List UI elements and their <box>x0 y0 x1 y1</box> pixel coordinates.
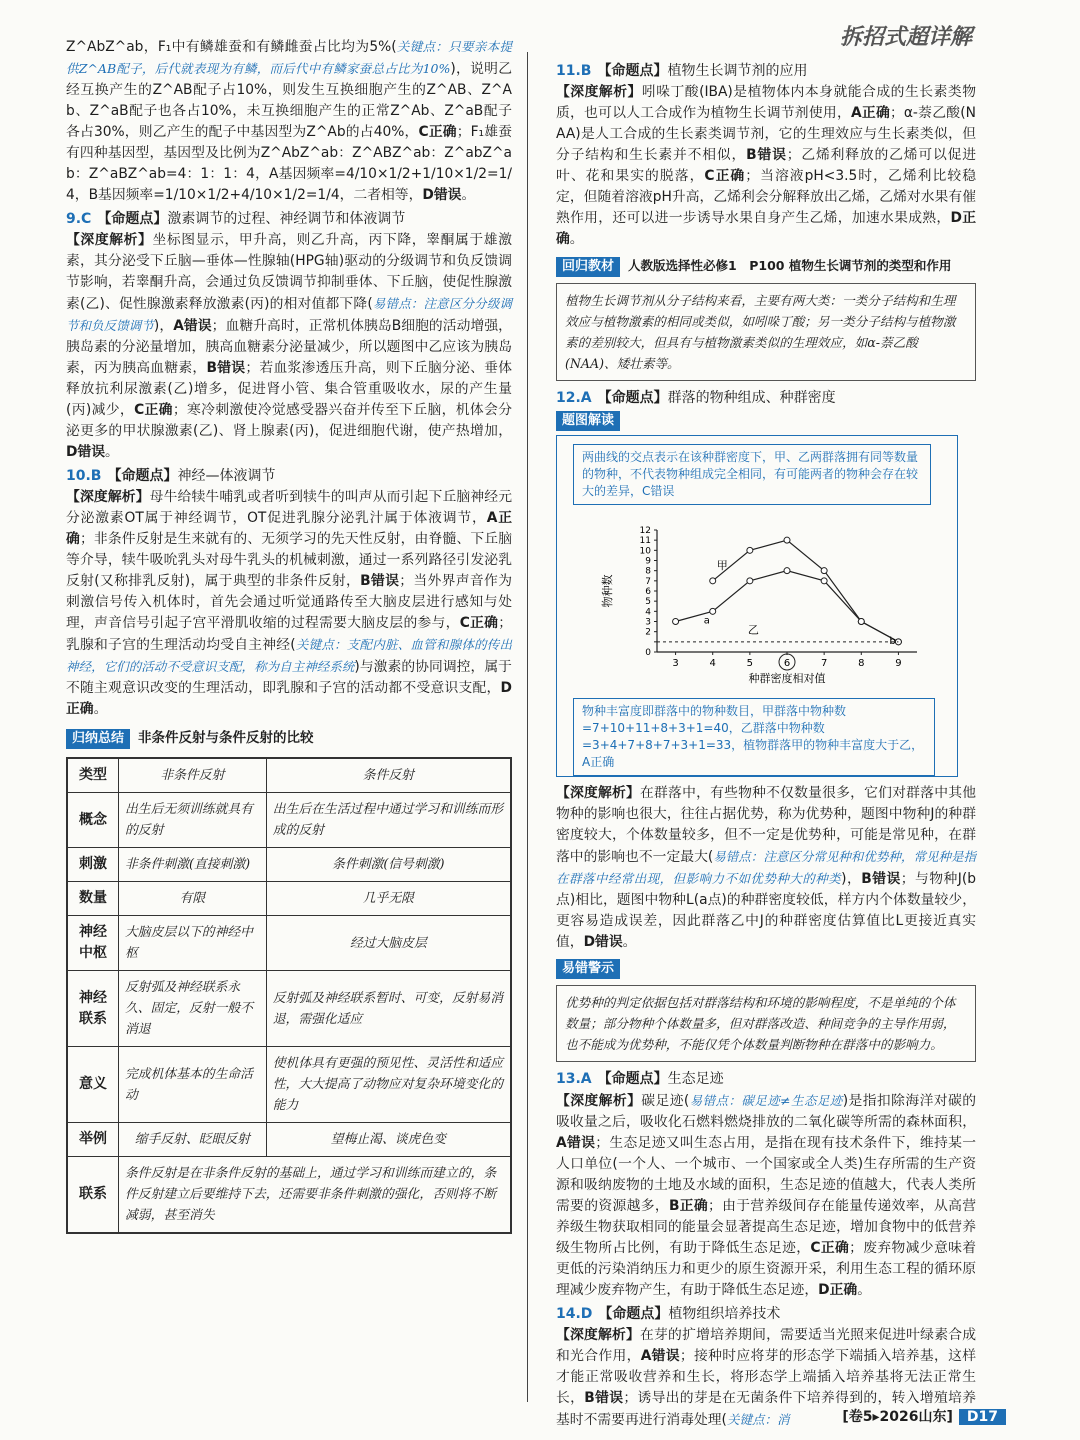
verdict: C正确 <box>810 1240 850 1256</box>
x-tick-label: 4 <box>709 658 716 669</box>
y-tick-label: 12 <box>639 526 651 536</box>
topic: 植物生长调节剂的应用 <box>667 63 808 79</box>
table-cell: 有限 <box>119 882 267 916</box>
q12-header <box>556 387 976 409</box>
table-cell: 非条件刺激(直接刺激) <box>119 848 267 882</box>
key-note: 易错点：注意区分常见种和优势种，常见种是指在群落中经常出现，但影响力不如优势种大的种类 <box>556 849 976 886</box>
table-cell: 出生后在生活过程中通过学习和训练而形成的反射 <box>266 793 511 848</box>
text: ；若血浆渗透压升高，则下丘脑分泌、垂体释放抗利尿激素(乙)增多，促进肾小管、集合管重吸收水，尿的产生量(丙)减少， <box>66 360 513 418</box>
text: 在芽的扩增培养期间，需要适当光照来促进叶绿素合成和光合作用， <box>556 1327 977 1364</box>
key-note: 关键点：只要亲本提供Z^AB配子，后代就表现为有鳞，而后代中有鳞家蚕总占比为10% <box>66 39 512 76</box>
x-axis-label: 种群密度相对值 <box>748 672 826 684</box>
verdict: D正确 <box>66 680 512 717</box>
table-cell: 反射弧及神经联系暂时、可变，反射易消退，需强化适应 <box>266 971 511 1047</box>
verdict: A错误 <box>556 1135 596 1151</box>
left-column <box>66 36 512 1234</box>
table-row <box>67 1047 511 1123</box>
figure-panel <box>556 435 958 777</box>
table-row <box>67 758 511 793</box>
text: Z^AbZ^ab，F₁中有鳞雄蚕和有鳞雌蚕占比均为5%( <box>66 39 397 55</box>
point-label: b <box>889 635 896 647</box>
row-header: 神经联系 <box>67 971 119 1047</box>
tag: 【深度解析】 <box>66 489 150 505</box>
verdict: C正确 <box>459 615 499 631</box>
summary-header <box>66 726 512 749</box>
x-tick-label: 9 <box>895 658 902 669</box>
text: 吲哚丁酸(IBA)是植物体内本身就能合成的生长素类物质，也可以人工合成作为植物生长调节剂使用， <box>556 84 976 121</box>
verdict: C正确 <box>418 124 457 140</box>
data-point <box>747 578 753 584</box>
row-header: 联系 <box>67 1157 119 1234</box>
question-number: 9.C <box>66 211 92 227</box>
table-cell: 大脑皮层以下的神经中枢 <box>119 916 267 971</box>
q11-header <box>556 60 976 82</box>
text: )， <box>841 871 862 887</box>
tag: 【深度解析】 <box>556 84 642 100</box>
row-header: 概念 <box>67 793 119 848</box>
y-tick-label: 4 <box>645 607 651 618</box>
table-cell: 经过大脑皮层 <box>266 916 511 971</box>
topic: 群落的物种组成、种群密度 <box>667 390 836 406</box>
table-row <box>67 882 511 916</box>
tag: 【命题点】 <box>597 1071 668 1087</box>
text: ；接种时应将芽的形态学下端插入培养基，这样才能正常吸收营养和生长，将形态学上端插入培养基将无法正常生长， <box>556 1348 977 1406</box>
row-header: 意义 <box>67 1047 119 1123</box>
text: ；α-萘乙酸(NAA)是人工合成的生长素类调节剂，它的生理效应与生长素类似，但分子结构和生长素并不相似， <box>556 105 976 163</box>
tag: 【命题点】 <box>97 211 168 227</box>
question-number: 11.B <box>556 63 592 79</box>
question-number: 12.A <box>556 390 592 406</box>
row-header: 举例 <box>67 1123 119 1157</box>
x-tick-label: 5 <box>746 658 754 669</box>
topic: 生态足迹 <box>667 1071 724 1087</box>
textbook-header <box>556 256 976 277</box>
text: 碳足迹( <box>641 1093 690 1109</box>
table-cell: 完成机体基本的生命活动 <box>119 1047 267 1123</box>
textbook-title: 人教版选择性必修1 P100 植物生长调节剂的类型和作用 <box>628 258 952 273</box>
verdict: D错误 <box>66 444 106 460</box>
y-tick-label: 7 <box>645 576 651 587</box>
table-cell: 反射弧及神经联系永久、固定，反射一般不消退 <box>119 971 267 1047</box>
data-point <box>784 568 790 574</box>
q9-header <box>66 208 512 230</box>
brand-title: 拆招式超详解 <box>839 24 972 50</box>
q12-analysis: 【深度解析】在群落中，有些物种不仅数量很多，它们对群落中其他物种的影响也很大，往往占据优势，称为优势种，题图中物种J的种群密度较大，个体数量较多，但不一定是优势种，可能是常见种，在群落中的影响也不一定最大(易错点：注意区分常见种和优势种，常见种是指在群落中经常出现，但影响力不如优势种大的种类)，B错误；与物种J(b点)相比，题图中物种L(a点)的种群密度较低，样方内个体数量较少，更容易造成误差，因此群落乙中J的种群密度估算值比L更接近真实值，D错误。 <box>556 785 977 950</box>
verdict: D正确 <box>556 210 977 247</box>
verdict: B正确 <box>668 1198 709 1214</box>
topic: 激素调节的过程、神经调节和体液调节 <box>167 211 406 227</box>
x-tick-label: 8 <box>858 658 865 669</box>
data-point <box>673 619 679 625</box>
text: ；非条件反射是生来就有的、无须学习的先天性反射，由脊髓、下丘脑等介导，犊牛吸吮乳头对母牛乳头的机械刺激，通过一系列路径引发泌乳反射(又称排乳反射)，属于典型的非条件反射， <box>66 531 513 589</box>
text: ；诱导出的芽是在无菌条件下培养得到的，转入增殖培养基时不需要再进行消毒处理( <box>556 1390 976 1428</box>
text: ；寒冷刺激使冷觉感受器兴奋并传至下丘脑，机体会分泌更多的甲状腺激素(乙)、肾上腺素(丙)，促进细胞代谢，使产热增加， <box>66 402 513 439</box>
text: ；当溶液pH<3.5时，乙烯利比较稳定，但随着溶液pH升高，乙烯利会分解释放出乙烯，乙烯对水果有催熟作用，还可以进一步诱导水果自身产生乙烯，加速水果成熟， <box>556 168 976 226</box>
key-note: 关键点：支配内脏、血管和腺体的传出神经，它们的活动不受意识支配，称为自主神经系统 <box>66 637 512 674</box>
table-cell: 条件刺激(信号刺激) <box>266 848 511 882</box>
data-point <box>747 547 753 553</box>
y-tick-label: 10 <box>639 546 651 557</box>
q8-continued: Z^AbZ^ab，F₁中有鳞雄蚕和有鳞雌蚕占比均为5%(关键点：只要亲本提供Z^AB配子，后代就表现为有鳞，而后代中有鳞家蚕总占比为10%)，说明乙经互换产生的Z^AB配子占10%，则发生互换细胞产生的Z^AB、Z^Ab、Z^aB配子也各占10%，未互换细胞产生的正常Z^Ab、Z^aB配子各占30%，则乙产生的配子中基因型为Z^Ab的占40%，C正确；F₁雄蚕有四种基因型，基因型及比例为Z^AbZ^ab：Z^ABZ^ab：Z^abZ^ab：Z^aBZ^ab=4：1：1：4，A基因频率=4/10×1/2+1/10×1/2=1/4，B基因频率=1/10×1/2+4/10×1/2=1/4，二者相等，D错误。 <box>66 39 512 203</box>
table-cell: 缩手反射、眨眼反射 <box>119 1123 267 1157</box>
table-row <box>67 916 511 971</box>
data-point <box>784 537 790 543</box>
verdict: C正确 <box>134 402 173 418</box>
table-cell: 条件反射是在非条件反射的基础上，通过学习和训练而建立的，条件反射建立后要维持下去，还需要非条件刺激的强化，否则将不断减弱，甚至消失 <box>119 1157 512 1234</box>
text: ；与物种J(b点)相比，题图中物种L(a点)的种群密度较低，样方内个体数量较少，更容易造成误差，因此群落乙中J的种群密度估算值比L更接近真实值， <box>556 871 976 950</box>
textbook-box: 植物生长调节剂从分子结构来看，主要有两大类：一类分子结构和生理效应与植物激素的相同或类似，如吲哚丁酸；另一类分子结构与植物激素的差别较大，但具有与植物激素类似的生理效应，如α-萘乙酸(NAA)、矮壮素等。 <box>556 283 976 381</box>
verdict: D错误 <box>583 934 623 950</box>
table-header-cell: 条件反射 <box>266 758 511 793</box>
q10-header <box>66 465 512 487</box>
column-divider <box>527 52 528 1402</box>
verdict: B错误 <box>861 871 901 887</box>
figure-note-top: 两曲线的交点表示在该种群密度下，甲、乙两群落拥有同等数量的物种，不代表物种组成完全相同，有可能两者的物种会存在较大的差异，C错误 <box>573 444 931 505</box>
text: )， <box>153 318 174 334</box>
text: 在群落中，有些物种不仅数量很多，它们对群落中其他物种的影响也很大，往往占据优势，称为优势种，题图中物种J的种群密度较大，个体数量较多，但不一定是优势种，可能是常见种，在群落中的影响也不一定最大( <box>556 785 977 865</box>
text: ；由于营养级间存在能量传递效率，从高营养级生物获取相同的能量会显著提高生态足迹，增加食物中的低营养级生物所占比例，有助于降低生态足迹， <box>556 1198 976 1256</box>
text: ；当外界声音作为刺激信号传入机体时，首先会通过听觉通路传至大脑皮层进行感知与处理，声音信号引起子宫平滑肌收缩的过程需要大脑皮层的参与， <box>66 573 512 631</box>
question-number: 13.A <box>556 1071 592 1087</box>
table-row <box>67 793 511 848</box>
right-column <box>556 58 976 1431</box>
tag: 【命题点】 <box>598 1306 669 1322</box>
y-axis-label: 物种数 <box>601 574 614 608</box>
warning-label: 易错警示 <box>556 959 620 979</box>
q11-analysis: 【深度解析】吲哚丁酸(IBA)是植物体内本身就能合成的生长素类物质，也可以人工合成作为植物生长调节剂使用，A正确；α-萘乙酸(NAA)是人工合成的生长素类调节剂，它的生理效应与生长素类似，但分子结构和生长素并不相似，B错误；乙烯利释放的乙烯可以促进叶、花和果实的脱落，C正确；当溶液pH<3.5时，乙烯利比较稳定，但随着溶液pH升高，乙烯利会分解释放出乙烯，乙烯对水果有催熟作用，还可以进一步诱导水果自身产生乙烯，加速水果成熟，D正确。 <box>556 84 977 247</box>
page-number: D17 <box>959 1409 1006 1425</box>
key-note: 关键点：消 <box>726 1412 790 1427</box>
tag: 【命题点】 <box>597 390 668 406</box>
warning-box: 优势种的判定依据包括对群落结构和环境的影响程度，不是单纯的个体数量；部分物种个体数量多，但对群落改造、种间竞争的主导作用弱，也不能成为优势种，不能仅凭个体数量判断物种在群落中的影响力。 <box>556 985 976 1062</box>
summary-label: 归纳总结 <box>66 729 130 749</box>
text: 坐标图显示，甲升高，则乙升高，丙下降，睾酮属于雄激素，其分泌受下丘脑—垂体—性腺轴(HPG轴)驱动的分级调节和负反馈调节影响，若睾酮升高，会通过负反馈调节抑制垂体、下丘脑，使促性腺激素(乙)、促性腺激素释放激素(丙)的相对值都下降( <box>66 232 513 312</box>
text: )是指扣除海洋对碳的吸收量之后，吸收化石燃料燃烧排放的二氧化碳等所需的森林面积， <box>556 1093 976 1130</box>
row-header: 刺激 <box>67 848 119 882</box>
tag: 【深度解析】 <box>66 232 153 248</box>
y-tick-label: 9 <box>645 556 651 567</box>
figure-label: 题图解读 <box>556 411 620 431</box>
verdict: A错误 <box>173 318 212 334</box>
table-row <box>67 1157 511 1234</box>
text: ；乙烯利释放的乙烯可以促进叶、花和果实的脱落， <box>556 147 977 184</box>
tag: 【命题点】 <box>597 63 668 79</box>
q9-analysis: 【深度解析】坐标图显示，甲升高，则乙升高，丙下降，睾酮属于雄激素，其分泌受下丘脑—垂体—性腺轴(HPG轴)驱动的分级调节和负反馈调节影响，若睾酮升高，会通过负反馈调节抑制垂体、下丘脑，使促性腺激素(乙)、促性腺激素释放激素(丙)的相对值都下降(易错点：注意区分分级调节和负反馈调节)，A错误；血糖升高时，正常机体胰岛B细胞的活动增强，胰岛素的分泌量增加，胰高血糖素分泌量减少，所以题图中乙应该为胰岛素，丙为胰高血糖素，B错误；若血浆渗透压升高，则下丘脑分泌、垂体释放抗利尿激素(乙)增多，促进肾小管、集合管重吸收水，尿的产生量(丙)减少，C正确；寒冷刺激使冷觉感受器兴奋并传至下丘脑，机体会分泌更多的甲状腺激素(乙)、肾上腺素(丙)，促进细胞代谢，使产热增加，D错误。 <box>66 232 513 460</box>
series-label: 乙 <box>747 623 759 637</box>
y-tick-label: 8 <box>645 566 651 577</box>
verdict: A正确 <box>66 510 512 547</box>
data-point <box>821 568 827 574</box>
figure-header <box>556 411 976 431</box>
verdict: D正确 <box>818 1282 858 1298</box>
exam-label: [卷5▸2026山东] <box>842 1409 953 1425</box>
y-tick-label: 6 <box>645 587 651 597</box>
tag: 【深度解析】 <box>556 785 641 801</box>
series-line <box>676 571 899 642</box>
y-tick-label: 3 <box>645 617 651 628</box>
verdict: A正确 <box>851 105 891 121</box>
tag: 【深度解析】 <box>556 1093 642 1109</box>
table-cell: 使机体具有更强的预见性、灵活性和适应性，大大提高了动物应对复杂环境变化的能力 <box>266 1047 511 1123</box>
q13-analysis: 【深度解析】碳足迹(易错点：碳足迹≠生态足迹)是指扣除海洋对碳的吸收量之后，吸收化石燃料燃烧排放的二氧化碳等所需的森林面积，A错误；生态足迹又叫生态占用，是指在现有技术条件下，维持某一人口单位(一个人、一个城市、一个国家或全人类)生存所需的生产资源和吸纳废物的土地及水域的面积，生态足迹的值越大，代表人类所需要的资源越多，B正确；由于营养级间存在能量传递效率，从高营养级生物获取相同的能量会显著提高生态足迹，增加食物中的低营养级生物所占比例，有助于降低生态足迹，C正确；废弃物减少意味着更低的污染消纳压力和更少的原生资源开采，利用生态工程的循环原理减少废弃物产生，有助于降低生态足迹，D正确。 <box>556 1093 977 1298</box>
page-footer <box>842 1406 1006 1426</box>
verdict: B错误 <box>584 1390 624 1406</box>
row-header: 神经中枢 <box>67 916 119 971</box>
verdict: B错误 <box>360 573 400 589</box>
table-cell: 几乎无限 <box>266 882 511 916</box>
series-label: 甲 <box>716 558 728 572</box>
tag: 【深度解析】 <box>556 1327 641 1343</box>
table-row <box>67 971 511 1047</box>
species-chart <box>597 524 927 684</box>
data-point <box>710 578 716 584</box>
text: ；F₁雄蚕有四种基因型，基因型及比例为Z^AbZ^ab：Z^ABZ^ab：Z^abZ^ab：Z^aBZ^ab=4：1：1：4，A基因频率=4/10×1/2+1/10×1/2=1/4，B基因频率=1/10×1/2+4/10×1/2=1/4，二者相等， <box>66 124 512 203</box>
x-tick-label: 3 <box>672 658 679 669</box>
table-cell: 出生后无须训练就具有的反射 <box>119 793 267 848</box>
table-header-cell: 类型 <box>67 758 119 793</box>
verdict: D错误 <box>422 187 462 203</box>
table-row <box>67 1123 511 1157</box>
question-number: 14.D <box>556 1306 593 1322</box>
y-tick-label: 0 <box>645 648 651 658</box>
x-tick-label: 6 <box>783 658 791 669</box>
text: ；废弃物减少意味着更低的污染消纳压力和更少的原生资源开采，利用生态工程的循环原理减少废弃物产生，有助于降低生态足迹， <box>556 1240 977 1298</box>
x-tick-label: 7 <box>820 658 828 669</box>
text: ；血糖升高时，正常机体胰岛B细胞的活动增强，胰岛素的分泌量增加，胰高血糖素分泌量减少，所以题图中乙应该为胰岛素，丙为胰高血糖素， <box>66 318 512 376</box>
table-row <box>67 848 511 882</box>
key-note: 易错点：注意区分分级调节和负反馈调节 <box>66 296 512 333</box>
row-header: 数量 <box>67 882 119 916</box>
figure-note-bottom: 物种丰富度即群落中的物种数目，甲群落中物种数=7+10+11+8+3+1=40，乙群落中物种数=3+4+7+8+7+3+1=33，植物群落甲的物种丰富度大于乙，A正确 <box>573 698 935 776</box>
data-point <box>895 639 901 645</box>
verdict: C正确 <box>704 168 746 184</box>
y-tick-label: 11 <box>639 536 651 547</box>
verdict: A错误 <box>640 1348 680 1364</box>
warning-header <box>556 959 976 979</box>
data-point <box>710 608 716 614</box>
table-cell: 望梅止渴、谈虎色变 <box>266 1123 511 1157</box>
text: )与激素的协同调控，属于不随主观意识改变的生理活动，即乳腺和子宫的活动都不受意识支配， <box>66 659 512 696</box>
text: ；乳腺和子宫的生理活动均受自主神经( <box>66 615 512 653</box>
q13-header <box>556 1068 976 1090</box>
question-number: 10.B <box>66 468 102 484</box>
point-label: a <box>703 615 710 627</box>
verdict: B错误 <box>206 360 246 376</box>
data-point <box>821 578 827 584</box>
text: )，说明乙经互换产生的Z^AB配子占10%，则发生互换细胞产生的Z^AB、Z^Ab、Z^aB配子也各占10%，未互换细胞产生的正常Z^Ab、Z^aB配子各占30%，则乙产生的配子中基因型为Z^Ab的占40%， <box>66 61 512 140</box>
reflex-comparison-table <box>66 757 512 1234</box>
q14-header <box>556 1303 976 1325</box>
q10-analysis: 【深度解析】母牛给犊牛哺乳或者听到犊牛的叫声从而引起下丘脑神经元分泌激素OT属于神经调节，OT促进乳腺分泌乳汁属于体液调节，A正确；非条件反射是生来就有的、无须学习的先天性反射，由脊髓、下丘脑等介导，犊牛吸吮乳头对母牛乳头的机械刺激，通过一系列路径引发泌乳反射(又称排乳反射)，属于典型的非条件反射，B错误；当外界声音作为刺激信号传入机体时，首先会通过听觉通路传至大脑皮层进行感知与处理，声音信号引起子宫平滑肌收缩的过程需要大脑皮层的参与，C正确；乳腺和子宫的生理活动均受自主神经(关键点：支配内脏、血管和腺体的传出神经，它们的活动不受意识支配，称为自主神经系统)与激素的协同调控，属于不随主观意识改变的生理活动，即乳腺和子宫的活动都不受意识支配，D正确。 <box>66 489 513 717</box>
textbook-label: 回归教材 <box>556 257 620 277</box>
topic: 植物组织培养技术 <box>668 1306 781 1322</box>
summary-title: 非条件反射与条件反射的比较 <box>138 730 314 746</box>
data-point <box>858 619 864 625</box>
tag: 【命题点】 <box>107 468 178 484</box>
text: ；生态足迹又叫生态占用，是指在现有技术条件下，维持某一人口单位(一个人、一个城市、一个国家或全人类)生存所需的生产资源和吸纳废物的土地及水域的面积，生态足迹的值越大，代表人类所需要的资源越多， <box>556 1135 976 1214</box>
verdict: B错误 <box>746 147 787 163</box>
topic: 神经—体液调节 <box>177 468 276 484</box>
y-tick-label: 5 <box>645 597 651 608</box>
table-header-cell: 非条件反射 <box>119 758 267 793</box>
text: 母牛给犊牛哺乳或者听到犊牛的叫声从而引起下丘脑神经元分泌激素OT属于神经调节，OT促进乳腺分泌乳汁属于体液调节， <box>66 489 513 526</box>
y-tick-label: 2 <box>645 627 651 638</box>
key-note: 易错点：碳足迹≠生态足迹 <box>689 1093 843 1108</box>
